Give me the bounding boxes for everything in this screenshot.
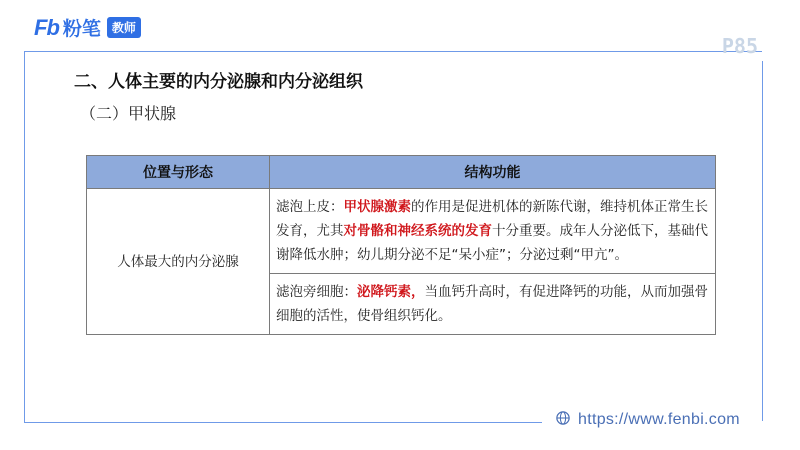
function-cell-follicular-epithelium [270,189,716,274]
frame-right-border [762,61,763,421]
globe-icon [556,410,570,429]
content-table [86,155,716,335]
footer-url[interactable]: https://www.fenbi.com [578,410,740,428]
logo [34,14,141,41]
table-row [87,189,716,274]
logo-name: 粉笔 [62,18,101,40]
subsection-heading: （二）甲状腺 [80,104,177,123]
text-segment: 十分重要。成年人分泌低下，基础代谢降低水肿；幼儿期分泌不足“呆小症”；分泌过剩“甲亢”。 [276,223,708,263]
header-function: 结构功能 [270,156,716,189]
text-segment: 滤泡旁细胞： [276,284,357,300]
frame-left-border [24,51,25,423]
text-segment: 的作用是促进机体的新陈代谢，维持机体正常生长发育，尤其 [276,199,708,239]
header-position: 位置与形态 [87,156,270,189]
highlight-text: 泌降钙素， [357,284,425,300]
logo-badge: 教师 [107,17,141,38]
function-cell-parafollicular [270,274,716,335]
text-segment: 滤泡上皮： [276,199,344,215]
highlight-text: 对骨骼和神经系统的发育 [343,223,492,239]
logo-mark: Fb [34,14,59,40]
footer [556,410,740,429]
table-header-row [87,156,716,189]
text-segment: 当血钙升高时，有促进降钙的功能，从而加强骨细胞的活性，使骨组织钙化。 [276,284,708,324]
frame-top-border [24,51,762,52]
highlight-text: 甲状腺激素 [343,199,411,215]
position-cell: 人体最大的内分泌腺 [87,189,270,335]
page-number: P85 [721,34,758,58]
section-heading: 二、人体主要的内分泌腺和内分泌组织 [74,72,363,92]
frame-bottom-border [24,422,542,423]
